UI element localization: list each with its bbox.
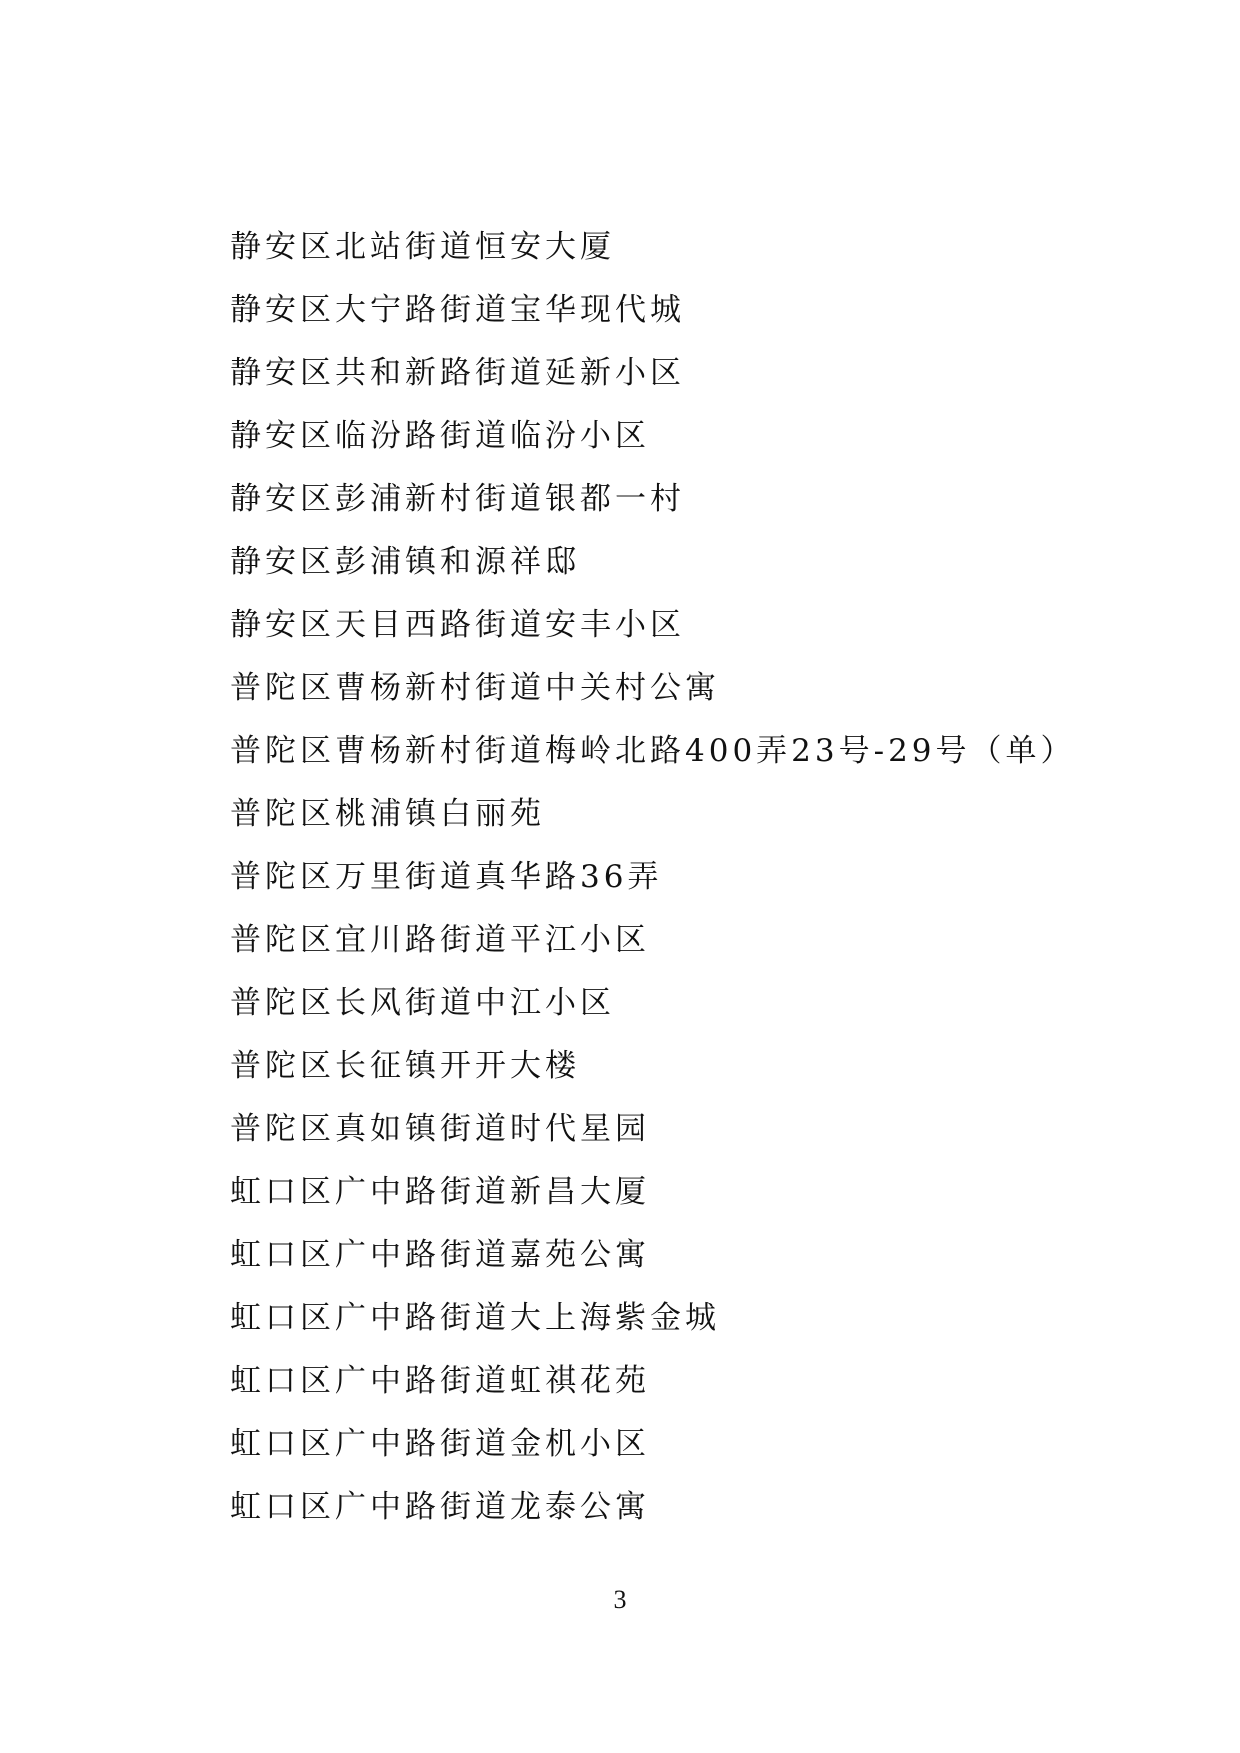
list-item: 静安区彭浦新村街道银都一村 xyxy=(230,481,685,517)
list-item: 普陀区曹杨新村街道梅岭北路400弄23号-29号（单） xyxy=(230,733,1076,769)
list-item: 普陀区长风街道中江小区 xyxy=(230,985,615,1021)
list-item: 静安区北站街道恒安大厦 xyxy=(230,229,615,265)
list-item: 普陀区长征镇开开大楼 xyxy=(230,1048,580,1084)
list-item: 静安区彭浦镇和源祥邸 xyxy=(230,544,580,580)
list-item: 虹口区广中路街道新昌大厦 xyxy=(230,1174,650,1210)
address-list xyxy=(230,216,1076,1539)
list-item: 普陀区桃浦镇白丽苑 xyxy=(230,796,545,832)
list-item: 普陀区万里街道真华路36弄 xyxy=(230,859,663,895)
list-item: 虹口区广中路街道龙泰公寓 xyxy=(230,1489,650,1525)
list-item: 静安区天目西路街道安丰小区 xyxy=(230,607,685,643)
list-item: 静安区大宁路街道宝华现代城 xyxy=(230,292,685,328)
list-item: 虹口区广中路街道虹祺花苑 xyxy=(230,1363,650,1399)
list-item: 静安区临汾路街道临汾小区 xyxy=(230,418,650,454)
list-item: 普陀区真如镇街道时代星园 xyxy=(230,1111,650,1147)
list-item: 虹口区广中路街道金机小区 xyxy=(230,1426,650,1462)
list-item: 虹口区广中路街道嘉苑公寓 xyxy=(230,1237,650,1273)
list-item: 普陀区宜川路街道平江小区 xyxy=(230,922,650,958)
list-item: 普陀区曹杨新村街道中关村公寓 xyxy=(230,670,720,706)
list-item: 虹口区广中路街道大上海紫金城 xyxy=(230,1300,720,1336)
page-number: 3 xyxy=(613,1585,627,1614)
list-item: 静安区共和新路街道延新小区 xyxy=(230,355,685,391)
